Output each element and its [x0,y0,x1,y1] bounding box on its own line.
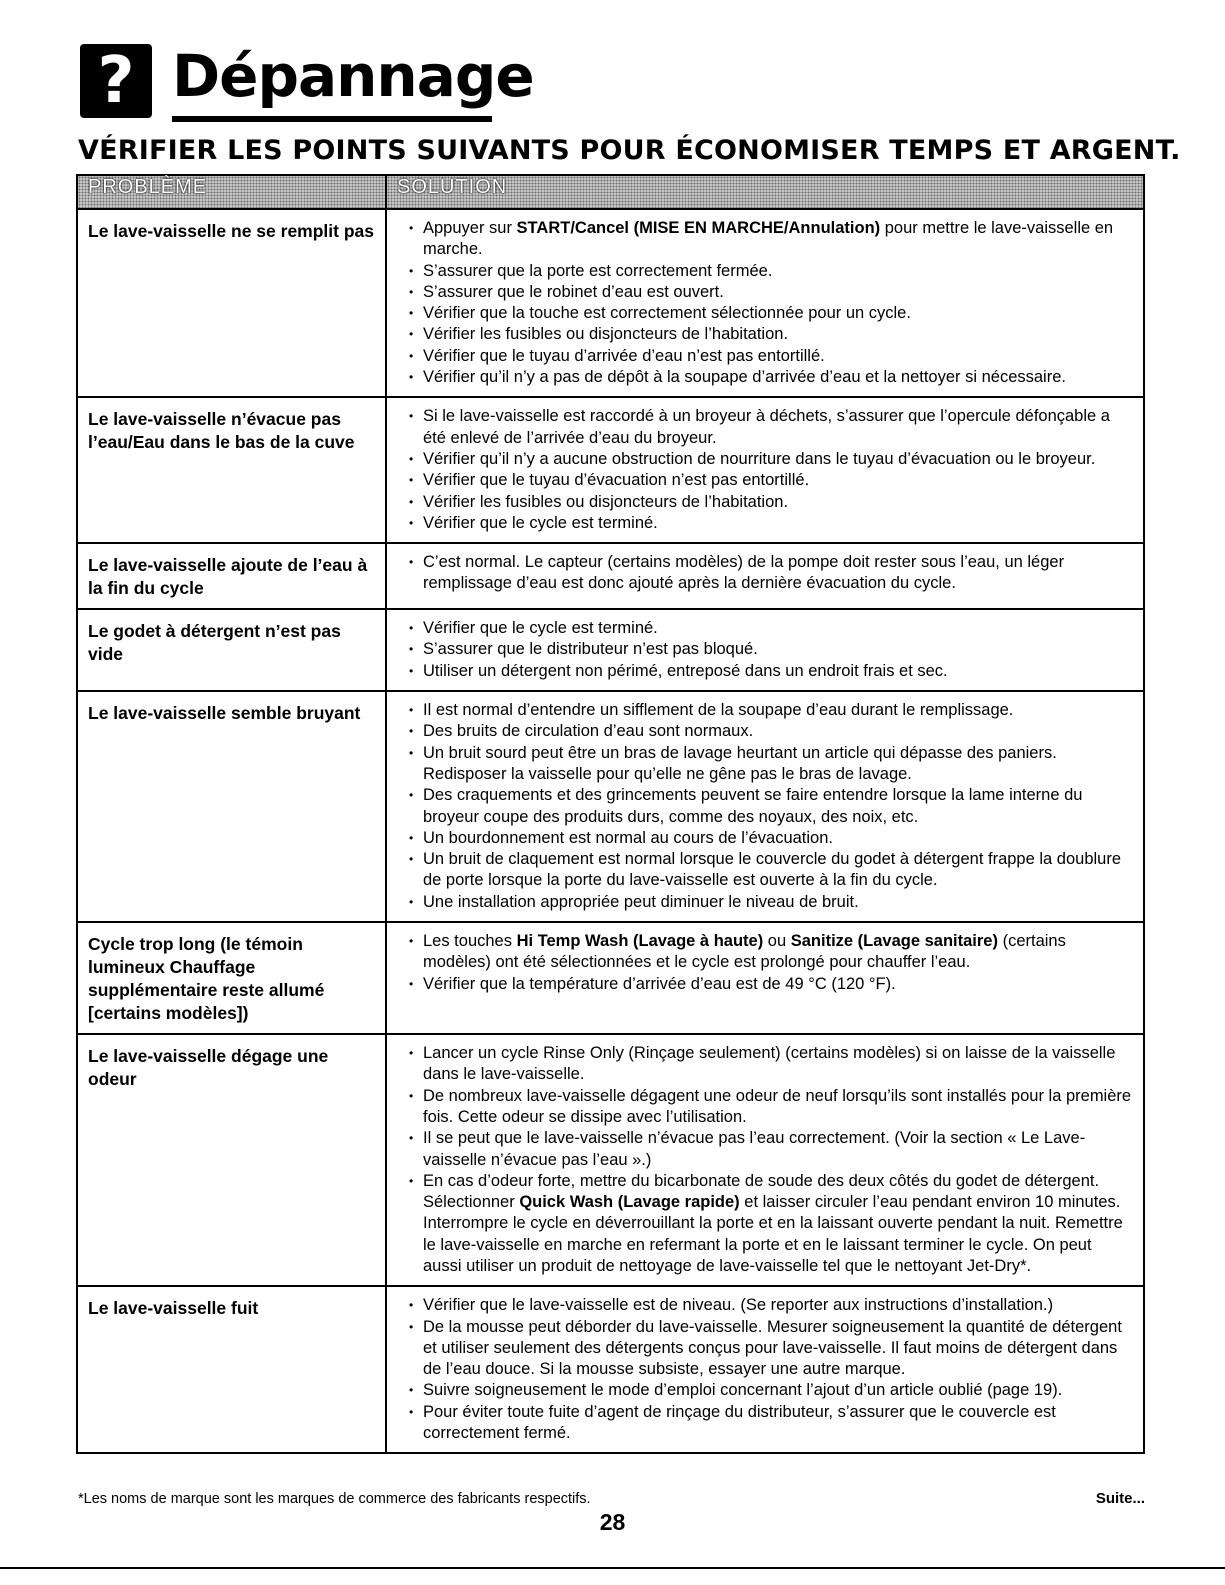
solution-item [397,974,1133,995]
troubleshooting-table [76,174,1145,1454]
solution-text: Vérifier qu’il n’y a pas de dépôt à la soupape d’arrivée d’eau et la nettoyer si nécessaire. [423,368,1066,387]
solution-item [397,1086,1133,1129]
solution-item [397,552,1133,595]
solution-text: C’est normal. Le capteur (certains modèles) de la pompe doit rester sous l’eau, un léger remplissage d’eau est donc ajouté après la dernière évacuation du cycle. [423,553,1065,593]
solution-item [397,449,1133,470]
solution-item [397,406,1133,449]
solution-text: Les touches [423,932,517,951]
solution-item [397,1171,1133,1277]
button-name-text: Sanitize (Lavage sanitaire) [790,932,998,951]
solution-item [397,367,1133,388]
solution-text: Un bruit de claquement est normal lorsque le couvercle du godet à détergent frappe la doublure de porte lorsque la porte du lave-vaisselle est ouverte à la fin du cycle. [423,850,1122,890]
problem-cell: Le lave-vaisselle semble bruyant [77,691,386,922]
solution-text: Une installation appropriée peut diminuer le niveau de bruit. [423,892,859,911]
solution-text: S’assurer que le robinet d’eau est ouvert. [423,282,724,301]
solution-item [397,1043,1133,1086]
table-row [77,543,1144,609]
solution-text: En cas d’odeur forte, mettre du bicarbonate de soude des deux côtés du godet de détergent. Sélectionner [423,1171,1100,1212]
solution-item [397,743,1133,786]
solution-text: Vérifier les fusibles ou disjoncteurs de l’habitation. [423,325,789,344]
bottom-rule [0,1567,1225,1569]
solution-text: Vérifier qu’il n’y a aucune obstruction de nourriture dans le tuyau d’évacuation ou le broyeur. [423,449,1096,468]
button-name-text: START/Cancel (MISE EN MARCHE/Annulation) [516,219,881,237]
solution-text: (certains modèles) ont été sélectionnées et le cycle est prolongé pour chauffer l’eau. [423,932,1066,972]
solution-text: et laisser circuler l’eau pendant environ 10 minutes. Interrompre le cycle en déverrouillant la porte et en la laissant ouverte pendant la nuit. Remettre le lave-vaisselle en marche en refermant la porte et en le laissant terminer le cycle. On peut aussi utiliser un produit de nettoyage de lave-vaisselle tel que le nettoyant Jet-Dry*. [423,1193,1123,1275]
solution-item [397,785,1133,828]
table-row [77,691,1144,922]
problem-column-header: PROBLÈME [77,175,386,209]
solution-item [397,892,1133,913]
table-body [77,209,1144,1453]
solution-text: Utiliser un détergent non périmé, entreposé dans un endroit frais et sec. [423,661,948,680]
solution-text: Si le lave-vaisselle est raccordé à un broyeur à déchets, s’assurer que l’opercule défonçable a été enlevé de l’arrivée d’eau du broyeur. [423,407,1110,447]
solution-item [397,470,1133,491]
svg-text:?: ? [97,44,135,118]
table-row [77,209,1144,397]
solution-text: pour mettre le lave-vaisselle en marche. [423,219,1114,259]
table-row [77,922,1144,1034]
solution-list [397,618,1133,682]
solution-text: Lancer un cycle Rinse Only (Rinçage seulement) (certains modèles) si on laisse de la vaisselle dans le lave-vaisselle. [423,1044,1116,1084]
solution-text: Un bruit sourd peut être un bras de lavage heurtant un article qui dépasse des paniers. Redisposer la vaisselle pour qu’elle ne gêne pas le bras de lavage. [423,743,1057,783]
solution-item [397,346,1133,367]
solution-item [397,828,1133,849]
solution-item [397,492,1133,513]
solution-item [397,1380,1133,1401]
solution-list [397,406,1133,534]
solution-text: S’assurer que le distributeur n’est pas bloqué. [423,640,758,659]
solution-list [397,1043,1133,1277]
solution-text: Des bruits de circulation d’eau sont normaux. [423,722,754,741]
solution-item [397,324,1133,345]
solution-text: Vérifier que le tuyau d’arrivée d’eau n’est pas entortillé. [423,346,825,365]
solution-text: S’assurer que la porte est correctement fermée. [423,261,773,280]
solution-text: Vérifier les fusibles ou disjoncteurs de l’habitation. [423,492,789,511]
problem-cell: Le lave-vaisselle dégage une odeur [77,1034,386,1286]
table-row [77,397,1144,543]
problem-cell: Le godet à détergent n’est pas vide [77,609,386,691]
solution-cell [386,1286,1144,1453]
solution-item [397,261,1133,282]
button-name-text: Hi Temp Wash (Lavage à haute) [516,932,764,951]
solution-item [397,1295,1133,1316]
solution-list [397,931,1133,995]
continued-label: Suite... [1095,1490,1145,1507]
problem-cell: Le lave-vaisselle ne se remplit pas [77,209,386,397]
solution-text: Vérifier que la touche est correctement sélectionnée pour un cycle. [423,304,911,323]
table-row [77,1034,1144,1286]
button-name-text: Quick Wash (Lavage rapide) [519,1193,740,1212]
page-title: Dépannage [172,42,534,110]
footnote: *Les noms de marque sont les marques de commerce des fabricants respectifs. [78,1491,591,1507]
solution-cell [386,209,1144,397]
page-subtitle: VÉRIFIER LES POINTS SUIVANTS POUR ÉCONOMISER TEMPS ET ARGENT. [78,135,1181,166]
solution-item [397,1128,1133,1171]
solution-cell [386,1034,1144,1286]
solution-list [397,1295,1133,1444]
solution-text: Vérifier que la température d’arrivée d’eau est de 49 °C (120 °F). [423,974,896,993]
solution-text: Des craquements et des grincements peuvent se faire entendre lorsque la lame interne du broyeur coupe des produits durs, comme des noyaux, des noix, etc. [423,786,1083,826]
solution-text: Un bourdonnement est normal au cours de l’évacuation. [423,828,833,847]
solution-item [397,661,1133,682]
solution-text: Vérifier que le lave-vaisselle est de niveau. (Se reporter aux instructions d’installation.) [423,1296,1054,1315]
title-underline [172,116,492,122]
problem-cell: Cycle trop long (le témoin lumineux Chauffage supplémentaire reste allumé [certains modèles]) [77,922,386,1034]
solution-item [397,618,1133,639]
solution-column-header: SOLUTION [386,175,1144,209]
solution-item [397,303,1133,324]
table-row [77,609,1144,691]
table-row [77,1286,1144,1453]
solution-text: ou [763,932,791,951]
solution-text: Vérifier que le cycle est terminé. [423,619,658,638]
solution-item [397,218,1133,261]
solution-item [397,1402,1133,1445]
table-header-row [77,175,1144,209]
solution-list [397,218,1133,388]
solution-item [397,639,1133,660]
solution-text: Suivre soigneusement le mode d’emploi concernant l’ajout d’un article oublié (page 19). [423,1381,1063,1400]
solution-cell [386,397,1144,543]
solution-text: De nombreux lave-vaisselle dégagent une odeur de neuf lorsqu’ils sont installés pour la première fois. Cette odeur se dissipe avec l’utilisation. [423,1086,1132,1126]
solution-item [397,513,1133,534]
solution-text: Il est normal d’entendre un sifflement de la soupape d’eau durant le remplissage. [423,701,1014,720]
page-number: 28 [599,1509,626,1535]
problem-cell: Le lave-vaisselle n’évacue pas l’eau/Eau dans le bas de la cuve [77,397,386,543]
solution-list [397,700,1133,913]
solution-cell [386,691,1144,922]
solution-item [397,282,1133,303]
solution-text: Pour éviter toute fuite d’agent de rinçage du distributeur, s’assurer que le couvercle est correctement fermé. [423,1402,1056,1443]
solution-text: Appuyer sur [423,219,517,237]
solution-cell [386,543,1144,609]
solution-text: Il se peut que le lave-vaisselle n’évacue pas l’eau correctement. (Voir la section « Le Lave-vaisselle n’évacue pas l’eau ».) [423,1129,1086,1169]
question-mark-icon [80,40,152,118]
problem-cell: Le lave-vaisselle ajoute de l’eau à la fin du cycle [77,543,386,609]
solution-item [397,721,1133,742]
solution-list [397,552,1133,595]
solution-cell [386,609,1144,691]
solution-item [397,931,1133,974]
solution-item [397,1317,1133,1381]
solution-text: Vérifier que le cycle est terminé. [423,513,658,532]
solution-item [397,700,1133,721]
solution-cell [386,922,1144,1034]
solution-text: De la mousse peut déborder du lave-vaisselle. Mesurer soigneusement la quantité de détergent et utiliser seulement des détergents conçus pour lave-vaisselle. Il faut moins de détergent dans de l’eau douce. Si la mousse subsiste, essayer une autre marque. [423,1317,1122,1379]
problem-cell: Le lave-vaisselle fuit [77,1286,386,1453]
solution-text: Vérifier que le tuyau d’évacuation n’est pas entortillé. [423,471,810,490]
solution-item [397,849,1133,892]
